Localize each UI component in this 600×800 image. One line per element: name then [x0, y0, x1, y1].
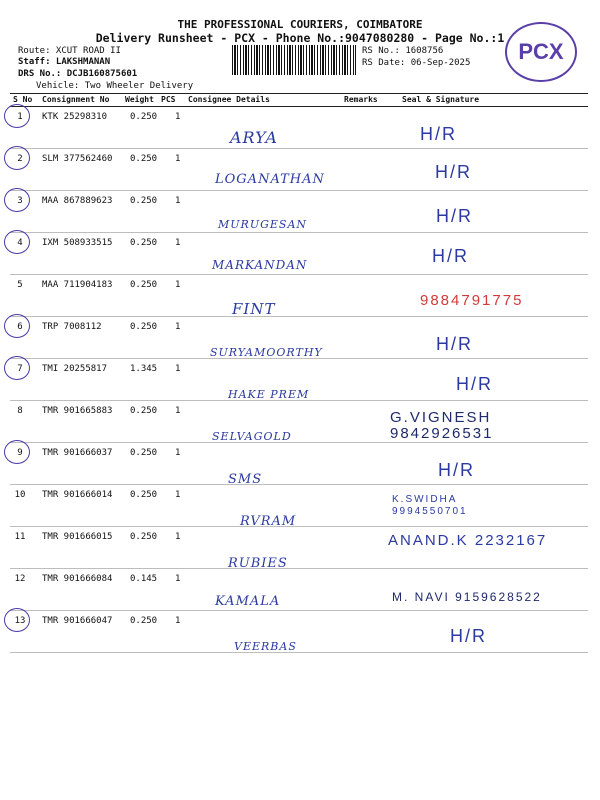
row-weight: 0.250 [130, 322, 158, 332]
row-consignment: IXM 508933515 [42, 238, 113, 248]
consignee-name: ARYA [230, 128, 278, 147]
signature: M. NAVI 9159628522 [392, 590, 542, 604]
rs-date: RS Date: 06-Sep-2025 [362, 58, 471, 68]
table-row [10, 106, 588, 149]
signature: H/R [435, 162, 472, 182]
consignee-name: FINT [232, 300, 276, 318]
row-consignment: TMR 901666037 [42, 448, 113, 458]
signature: H/R [420, 124, 457, 144]
signature: H/R [436, 206, 473, 226]
row-consignment: TMR 901666084 [42, 574, 113, 584]
table-row [10, 610, 588, 653]
row-consignment: TMR 901665883 [42, 406, 113, 416]
barcode [232, 45, 356, 75]
runsheet-title: THE PROFESSIONAL COURIERS, COIMBATORE [177, 18, 423, 31]
row-consignment: TMR 901666015 [42, 532, 113, 542]
consignee-name: VEERBAS [234, 640, 297, 653]
row-consignment: SLM 377562460 [42, 154, 113, 164]
signature: H/R [436, 334, 473, 354]
row-pcs: 1 [175, 112, 181, 122]
row-weight: 0.250 [130, 532, 158, 542]
consignee-name: MARKANDAN [212, 258, 308, 272]
row-pcs: 1 [175, 154, 181, 164]
consignee-name: RVRAM [240, 514, 297, 529]
row-pcs: 1 [175, 322, 181, 332]
row-weight: 0.250 [130, 280, 158, 290]
row-sno: 13 [14, 616, 26, 626]
row-sno: 11 [14, 532, 26, 542]
row-weight: 0.250 [130, 238, 158, 248]
col-consignment: Consignment No [42, 95, 110, 104]
row-sno: 8 [17, 406, 23, 416]
row-sno: 9 [17, 448, 23, 458]
row-pcs: 1 [175, 490, 181, 500]
signature: H/R [438, 460, 475, 480]
route-label: Route: XCUT ROAD II [18, 46, 121, 56]
row-weight: 0.250 [130, 616, 158, 626]
row-consignment: TMI 20255817 [42, 364, 108, 374]
row-weight: 0.145 [130, 574, 158, 584]
signature: H/R [450, 626, 487, 646]
stamp-text: PCX [518, 39, 564, 64]
row-pcs: 1 [175, 574, 181, 584]
row-consignment: MAA 711904183 [42, 280, 113, 290]
consignee-name: RUBIES [228, 556, 288, 571]
row-sno: 6 [17, 322, 23, 332]
row-sno: 5 [17, 280, 23, 290]
signature: H/R [456, 374, 493, 394]
row-sno: 2 [17, 154, 23, 164]
col-pcs: PCS [161, 95, 176, 104]
row-pcs: 1 [175, 238, 181, 248]
drs-label: DRS No.: DCJB160875601 [18, 69, 138, 79]
row-consignment: MAA 867889623 [42, 196, 113, 206]
row-pcs: 1 [175, 406, 181, 416]
table-row [10, 442, 588, 485]
consignee-name: KAMALA [215, 594, 281, 609]
row-consignment: TRP 7008112 [42, 322, 102, 332]
row-sno: 7 [17, 364, 23, 374]
signature: K.SWIDHA 9994550701 [392, 494, 468, 517]
signature: G.VIGNESH 9842926531 [390, 409, 494, 442]
row-pcs: 1 [175, 364, 181, 374]
signature: 9884791775 [420, 292, 524, 309]
row-weight: 0.250 [130, 406, 158, 416]
row-pcs: 1 [175, 448, 181, 458]
pcx-stamp [505, 22, 577, 82]
row-sno: 10 [14, 490, 26, 500]
staff-label: Staff: LAKSHMANAN [18, 57, 111, 67]
row-sno: 1 [17, 112, 23, 122]
row-weight: 0.250 [130, 154, 158, 164]
row-sno: 4 [17, 238, 23, 248]
row-consignment: TMR 901666014 [42, 490, 113, 500]
row-weight: 0.250 [130, 490, 158, 500]
col-weight: Weight [125, 95, 154, 104]
row-consignment: TMR 901666047 [42, 616, 113, 626]
signature: ANAND.K 2232167 [388, 532, 548, 549]
row-weight: 0.250 [130, 112, 158, 122]
col-sno: S No [13, 95, 33, 104]
vehicle-label: Vehicle: Two Wheeler Delivery [36, 81, 194, 91]
row-sno: 3 [17, 196, 23, 206]
col-signature: Seal & Signature [402, 95, 480, 104]
row-pcs: 1 [175, 280, 181, 290]
row-weight: 0.250 [130, 448, 158, 458]
row-pcs: 1 [175, 532, 181, 542]
row-pcs: 1 [175, 616, 181, 626]
consignee-name: LOGANATHAN [215, 172, 325, 187]
rs-number: RS No.: 1608756 [362, 46, 444, 56]
row-weight: 1.345 [130, 364, 158, 374]
signature: H/R [432, 246, 469, 266]
consignee-name: SURYAMOORTHY [210, 346, 323, 359]
row-sno: 12 [14, 574, 26, 584]
col-consignee: Consignee Details [188, 95, 270, 104]
row-pcs: 1 [175, 196, 181, 206]
runsheet-subtitle: Delivery Runsheet - PCX - Phone No.:9047080280 - Page No.:1 [95, 31, 505, 45]
table-header [10, 93, 588, 107]
consignee-name: SELVAGOLD [212, 430, 292, 443]
row-consignment: KTK 25298310 [42, 112, 108, 122]
consignee-name: MURUGESAN [218, 218, 308, 231]
consignee-name: SMS [228, 472, 263, 487]
col-remarks: Remarks [344, 95, 378, 104]
consignee-name: HAKE PREM [228, 388, 310, 401]
row-weight: 0.250 [130, 196, 158, 206]
